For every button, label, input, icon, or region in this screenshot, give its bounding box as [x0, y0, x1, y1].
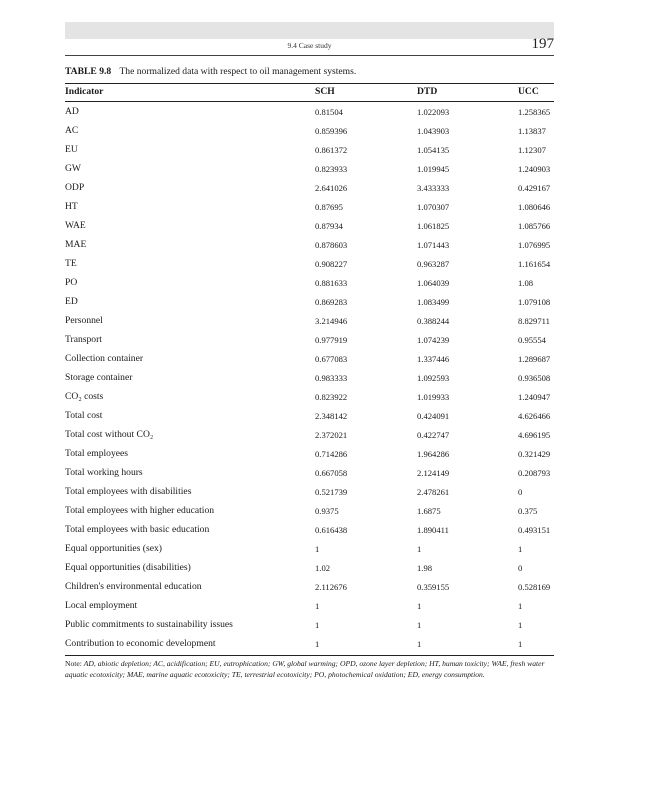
indicator-cell: Public commitments to sustainability issues [65, 619, 233, 630]
table-row [65, 391, 554, 409]
ucc-cell: 1.240947 [518, 392, 551, 402]
indicator-cell: WAE [65, 220, 86, 231]
dtd-cell: 1 [417, 544, 422, 554]
ucc-cell: 0.429167 [518, 183, 551, 193]
indicator-cell: AD [65, 106, 79, 117]
table-row [65, 581, 554, 599]
ucc-cell: 0.493151 [518, 525, 551, 535]
sch-cell: 0.823933 [315, 164, 348, 174]
indicator-cell: Total employees with basic education [65, 524, 210, 535]
section-title: 9.4 Case study [287, 41, 332, 50]
ucc-cell: 1.080646 [518, 202, 551, 212]
indicator-cell: MAE [65, 239, 87, 250]
table-row [65, 106, 554, 124]
dtd-cell: 2.124149 [417, 468, 450, 478]
sch-cell: 0.878603 [315, 240, 348, 250]
ucc-cell: 4.626466 [518, 411, 551, 421]
ucc-cell: 0.936508 [518, 373, 551, 383]
header-band [65, 22, 554, 39]
ucc-cell: 1 [518, 601, 523, 611]
ucc-cell: 0.528169 [518, 582, 551, 592]
table-top-rule [65, 83, 554, 84]
table-row [65, 505, 554, 523]
indicator-cell: Equal opportunities (disabilities) [65, 562, 191, 573]
indicator-cell: Personnel [65, 315, 103, 326]
sch-cell: 0.869283 [315, 297, 348, 307]
sch-cell: 0.714286 [315, 449, 348, 459]
sch-cell: 0.9375 [315, 506, 339, 516]
table-row [65, 372, 554, 390]
table-row [65, 125, 554, 143]
ucc-cell: 1.076995 [518, 240, 551, 250]
ucc-cell: 1.079108 [518, 297, 551, 307]
table-row [65, 296, 554, 314]
dtd-cell: 1.064039 [417, 278, 450, 288]
column-header-ucc: UCC [518, 86, 539, 97]
ucc-cell: 4.696195 [518, 430, 551, 440]
ucc-cell: 0 [518, 487, 523, 497]
dtd-cell: 1.964286 [417, 449, 450, 459]
table-row [65, 448, 554, 466]
sch-cell: 2.348142 [315, 411, 348, 421]
indicator-cell: HT [65, 201, 78, 212]
dtd-cell: 1.071443 [417, 240, 450, 250]
dtd-cell: 0.422747 [417, 430, 450, 440]
table-header-row [65, 86, 554, 100]
indicator-cell: Storage container [65, 372, 133, 383]
table-number: TABLE 9.8 [65, 66, 112, 77]
column-header-sch: SCH [315, 86, 335, 97]
indicator-cell: Total employees with higher education [65, 505, 215, 516]
table-row [65, 220, 554, 238]
indicator-cell: TE [65, 258, 77, 269]
ucc-cell: 1.289687 [518, 354, 551, 364]
sch-cell: 0.861372 [315, 145, 348, 155]
indicator-cell: PO [65, 277, 78, 288]
table-row [65, 638, 554, 656]
indicator-cell: ED [65, 296, 78, 307]
table-row [65, 182, 554, 200]
sch-cell: 1 [315, 601, 320, 611]
indicator-cell: Total employees [65, 448, 129, 459]
indicator-cell: ODP [65, 182, 85, 193]
ucc-cell: 1.12307 [518, 145, 546, 155]
dtd-cell: 1.019945 [417, 164, 450, 174]
dtd-cell: 1.074239 [417, 335, 450, 345]
table-title: The normalized data with respect to oil management systems. [119, 66, 357, 77]
indicator-cell: Equal opportunities (sex) [65, 543, 162, 554]
dtd-cell: 1.070307 [417, 202, 450, 212]
indicator-cell: Collection container [65, 353, 144, 364]
table-row [65, 144, 554, 162]
indicator-cell: Children's environmental education [65, 581, 202, 592]
table-row [65, 543, 554, 561]
ucc-cell: 0.95554 [518, 335, 546, 345]
sch-cell: 0.616438 [315, 525, 348, 535]
ucc-cell: 0.375 [518, 506, 538, 516]
sch-cell: 2.372021 [315, 430, 348, 440]
sch-cell: 0.859396 [315, 126, 348, 136]
dtd-cell: 1.890411 [417, 525, 449, 535]
table-row [65, 600, 554, 618]
ucc-cell: 8.829711 [518, 316, 550, 326]
dtd-cell: 1.043903 [417, 126, 450, 136]
column-header-indicator: Indicator [65, 86, 104, 97]
ucc-cell: 1.258365 [518, 107, 551, 117]
ucc-cell: 1.240903 [518, 164, 551, 174]
ucc-cell: 1.161654 [518, 259, 551, 269]
dtd-cell: 1 [417, 620, 422, 630]
dtd-cell: 1 [417, 639, 422, 649]
page-number: 197 [531, 36, 554, 52]
indicator-cell: CO₂ costs [65, 391, 104, 402]
dtd-cell: 1.6875 [417, 506, 441, 516]
header-rule [65, 55, 554, 56]
ucc-cell: 1.08 [518, 278, 534, 288]
sch-cell: 2.641026 [315, 183, 348, 193]
dtd-cell: 1.337446 [417, 354, 450, 364]
ucc-cell: 1 [518, 620, 523, 630]
table-row [65, 410, 554, 428]
table-row [65, 201, 554, 219]
table-row [65, 467, 554, 485]
table-row [65, 315, 554, 333]
sch-cell: 0.908227 [315, 259, 348, 269]
sch-cell: 0.823922 [315, 392, 348, 402]
table-row [65, 562, 554, 580]
dtd-cell: 0.388244 [417, 316, 450, 326]
dtd-cell: 1.083499 [417, 297, 450, 307]
dtd-cell: 2.478261 [417, 487, 450, 497]
ucc-cell: 1 [518, 639, 523, 649]
table-note [65, 658, 557, 680]
dtd-cell: 1.054135 [417, 145, 450, 155]
dtd-cell: 1.022093 [417, 107, 450, 117]
indicator-cell: Total employees with disabilities [65, 486, 192, 497]
sch-cell: 0.677083 [315, 354, 348, 364]
ucc-cell: 0 [518, 563, 523, 573]
ucc-cell: 0.208793 [518, 468, 551, 478]
running-header [65, 38, 554, 54]
dtd-cell: 0.424091 [417, 411, 450, 421]
sch-cell: 0.87934 [315, 221, 343, 231]
indicator-cell: Total cost [65, 410, 103, 421]
sch-cell: 0.977919 [315, 335, 348, 345]
ucc-cell: 1.085766 [518, 221, 551, 231]
sch-cell: 1.02 [315, 563, 331, 573]
dtd-cell: 1.061825 [417, 221, 450, 231]
ucc-cell: 1 [518, 544, 523, 554]
table-row [65, 619, 554, 637]
dtd-cell: 1.98 [417, 563, 433, 573]
dtd-cell: 3.433333 [417, 183, 450, 193]
sch-cell: 0.87695 [315, 202, 343, 212]
indicator-cell: AC [65, 125, 79, 136]
table-row [65, 524, 554, 542]
sch-cell: 0.983333 [315, 373, 348, 383]
sch-cell: 1 [315, 639, 320, 649]
table-row [65, 239, 554, 257]
table-bottom-rule [65, 655, 554, 656]
dtd-cell: 1 [417, 601, 422, 611]
ucc-cell: 0.321429 [518, 449, 551, 459]
table-body [65, 106, 554, 654]
dtd-cell: 1.092593 [417, 373, 450, 383]
table-row [65, 429, 554, 447]
ucc-cell: 1.13837 [518, 126, 546, 136]
table-row [65, 163, 554, 181]
sch-cell: 0.881633 [315, 278, 348, 288]
indicator-cell: Total working hours [65, 467, 143, 478]
indicator-cell: Total cost without CO₂ [65, 429, 154, 440]
table-caption [65, 66, 356, 77]
table-row [65, 277, 554, 295]
sch-cell: 1 [315, 544, 320, 554]
table-row [65, 486, 554, 504]
table-header-rule [65, 101, 554, 102]
table-row [65, 353, 554, 371]
dtd-cell: 0.359155 [417, 582, 450, 592]
note-text: AD, abiotic depletion; AC, acidification; EU, eutrophication; GW, global warming; OPD, ozone layer depletion; HT, human toxicity; WAE, fresh water aquatic ecotoxicity; MAE, marine aquatic ecotoxicity; TE, terrestrial ecotoxicity; PO, photochemical oxidation; ED, energy consumption. [65, 659, 545, 679]
sch-cell: 1 [315, 620, 320, 630]
indicator-cell: Local employment [65, 600, 138, 611]
sch-cell: 0.521739 [315, 487, 348, 497]
sch-cell: 2.112676 [315, 582, 347, 592]
dtd-cell: 0.963287 [417, 259, 450, 269]
sch-cell: 0.81504 [315, 107, 343, 117]
dtd-cell: 1.019933 [417, 392, 450, 402]
indicator-cell: Transport [65, 334, 102, 345]
sch-cell: 0.667058 [315, 468, 348, 478]
indicator-cell: EU [65, 144, 78, 155]
sch-cell: 3.214946 [315, 316, 348, 326]
indicator-cell: Contribution to economic development [65, 638, 216, 649]
note-label: Note: [65, 659, 82, 668]
column-header-dtd: DTD [417, 86, 438, 97]
table-row [65, 258, 554, 276]
indicator-cell: GW [65, 163, 81, 174]
table-row [65, 334, 554, 352]
